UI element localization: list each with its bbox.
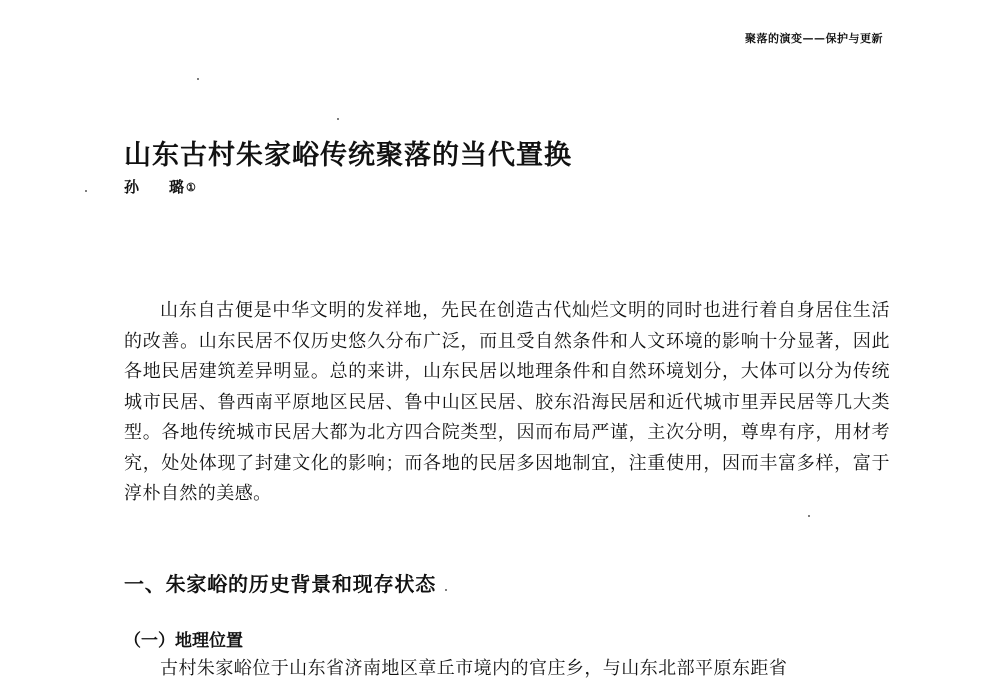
- scan-speck: [445, 589, 447, 591]
- article-title: 山东古村朱家峪传统聚落的当代置换: [124, 140, 572, 171]
- intro-paragraph: 山东自古便是中华文明的发祥地，先民在创造古代灿烂文明的同时也进行着自身居住生活的改善。山东民居不仅历史悠久分布广泛，而且受自然条件和人文环境的影响十分显著，因此各地民居建筑差异明显。总的来讲，山东民居以地理条件和自然环境划分，大体可以分为传统城市民居、鲁西南平原地区民居、鲁中山区民居、胶东沿海民居和近代城市里弄民居等几大类型。各地传统城市民居大都为北方四合院类型，因而布局严谨，主次分明，尊卑有序，用材考究，处处体现了封建文化的影响；而各地的民居多因地制宜，注重使用，因而丰富多样，富于淳朴自然的美感。: [124, 300, 890, 504]
- scan-speck: [337, 118, 339, 120]
- author-footnote-mark: ①: [186, 181, 198, 194]
- running-header: 聚落的演变——保护与更新: [745, 32, 883, 45]
- cut-off-text: 古村朱家峪位于山东省济南地区章丘市境内的官庄乡，与山东北部平原东距省: [160, 658, 788, 679]
- author-line: [124, 176, 198, 197]
- scan-speck: [808, 515, 810, 517]
- section-heading: 一、朱家峪的历史背景和现存状态: [124, 572, 436, 596]
- scan-speck: [85, 190, 87, 192]
- author-surname: 孙: [124, 178, 142, 196]
- cut-off-text-line: [160, 654, 890, 679]
- author-given-name: 璐: [169, 178, 187, 196]
- subsection-heading: （一）地理位置: [124, 631, 243, 651]
- scan-speck: [197, 78, 199, 80]
